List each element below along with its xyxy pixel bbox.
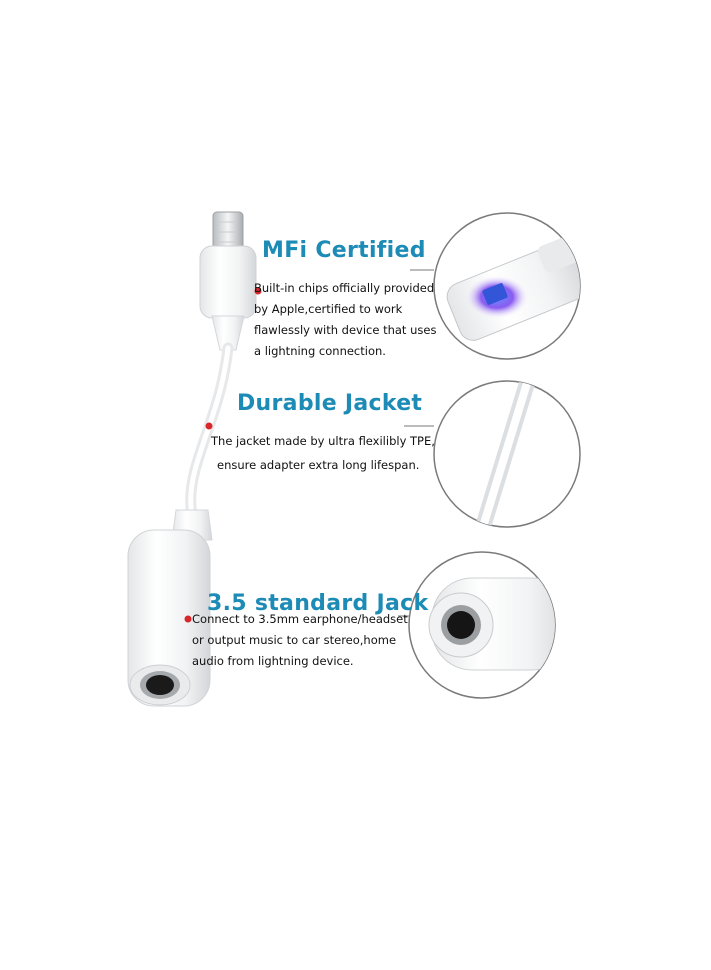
detail-circle-jack [409,552,572,698]
desc-line: audio from lightning device. [192,654,354,668]
desc-line: or output music to car stereo,home [192,633,397,647]
lightning-plug [200,212,256,350]
desc-line: The jacket made by ultra flexilibly TPE, [211,434,435,448]
desc-line: Connect to 3.5mm earphone/headset [192,612,408,626]
feature-desc-mfi [254,278,436,362]
desc-line: by Apple,certified to work [254,302,403,316]
marker-dot-jack [185,616,192,623]
marker-dot-durable [206,423,213,430]
detail-circle-chip [434,213,595,359]
feature-title-mfi: MFi Certified [262,238,426,263]
feature-title-durable: Durable Jacket [237,391,423,416]
desc-line: flawlessly with device that uses [254,323,437,337]
desc-line: Built-in chips officially provided [254,281,435,295]
feature-desc-jack [192,609,408,672]
desc-line: a lightning connection. [254,344,386,358]
desc-line: ensure adapter extra long lifespan. [217,458,420,472]
detail-circle-jacket [434,380,580,530]
feature-title-jack: 3.5 standard Jack [207,591,429,616]
